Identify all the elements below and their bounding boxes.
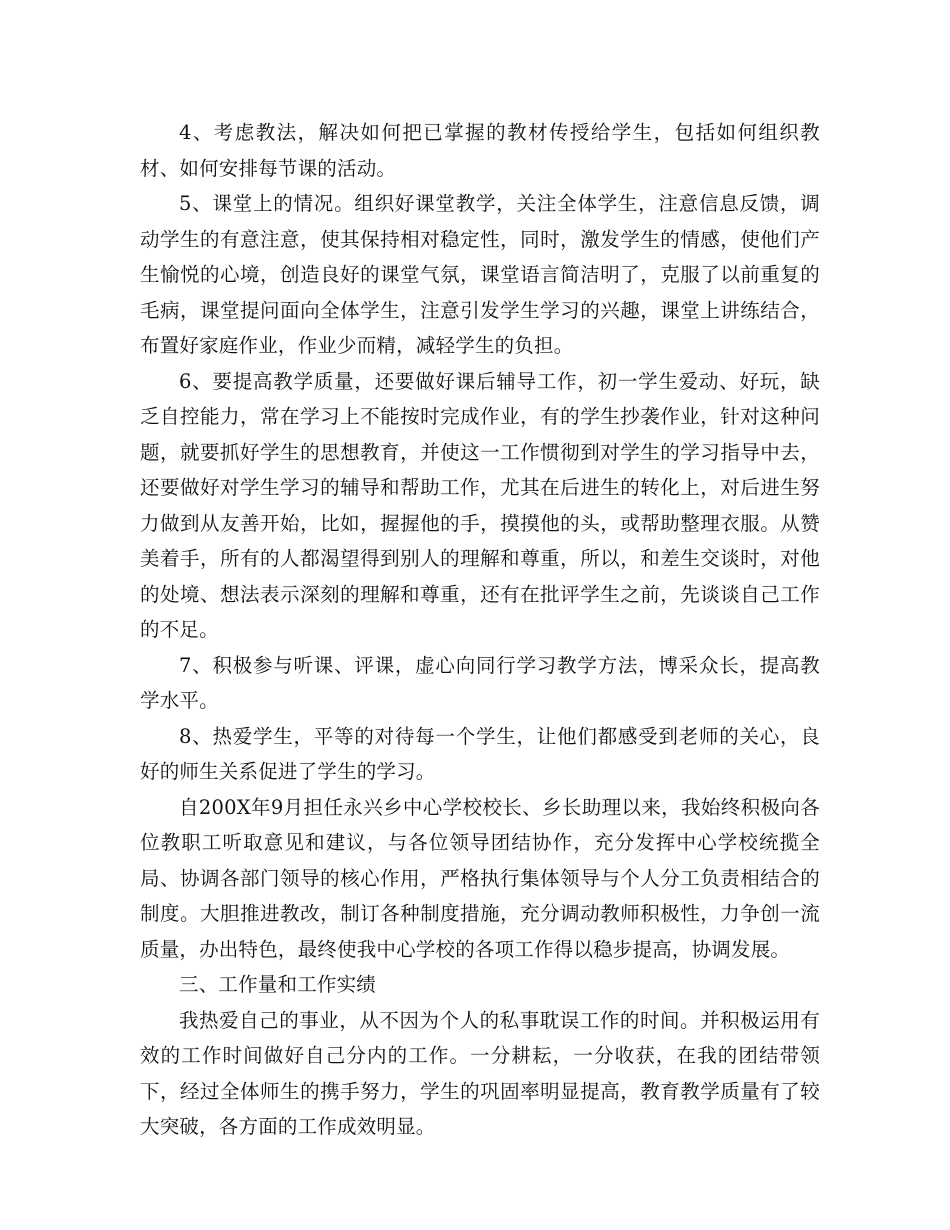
paragraph-principal-duties: 自200X年9月担任永兴乡中心学校校长、乡长助理以来，我始终积极向各位教职工听取意见和建议，与各位领导团结协作，充分发挥中心学校统揽全局、协调各部门领导的核心作用，严格执行集体领导与个人分工负责相结合的制度。大胆推进教改，制订各种制度措施，充分调动教师积极性，力争创一流质量，办出特色，最终使我中心学校的各项工作得以稳步提高，协调发展。 [140, 795, 820, 961]
paragraph-item-8: 8、热爱学生，平等的对待每一个学生，让他们都感受到老师的关心，良好的师生关系促进了学生的学习。 [140, 724, 820, 783]
document-page [140, 115, 820, 1145]
paragraph-item-4: 4、考虑教法，解决如何把已掌握的教材传授给学生，包括如何组织教材、如何安排每节课的活动。 [140, 121, 820, 180]
section-heading-workload: 三、工作量和工作实绩 [179, 973, 377, 996]
paragraph-item-6: 6、要提高教学质量，还要做好课后辅导工作，初一学生爱动、好玩，缺乏自控能力，常在学习上不能按时完成作业，有的学生抄袭作业，针对这种问题，就要抓好学生的思想教育，并使这一工作惯彻到对学生的学习指导中去，还要做好对学生学习的辅导和帮助工作，尤其在后进生的转化上，对后进生努力做到从友善开始，比如，握握他的手，摸摸他的头，或帮助整理衣服。从赞美着手，所有的人都渴望得到别人的理解和尊重，所以，和差生交谈时，对他的处境、想法表示深刻的理解和尊重，还有在批评学生之前，先谈谈自己工作的不足。 [140, 369, 820, 641]
paragraph-item-7: 7、积极参与听课、评课，虚心向同行学习教学方法，博采众长，提高教学水平。 [140, 653, 820, 712]
paragraph-item-5: 5、课堂上的情况。组织好课堂教学，关注全体学生，注意信息反馈，调动学生的有意注意，使其保持相对稳定性，同时，激发学生的情感，使他们产生愉悦的心境，创造良好的课堂气氛，课堂语言简洁明了，克服了以前重复的毛病，课堂提问面向全体学生，注意引发学生学习的兴趣，课堂上讲练结合，布置好家庭作业，作业少而精，减轻学生的负担。 [140, 192, 820, 357]
paragraph-work-results: 我热爱自己的事业，从不因为个人的私事耽误工作的时间。并积极运用有效的工作时间做好自己分内的工作。一分耕耘，一分收获，在我的团结带领下，经过全体师生的携手努力，学生的巩固率明显提高，教育教学质量有了较大突破，各方面的工作成效明显。 [140, 1008, 820, 1138]
